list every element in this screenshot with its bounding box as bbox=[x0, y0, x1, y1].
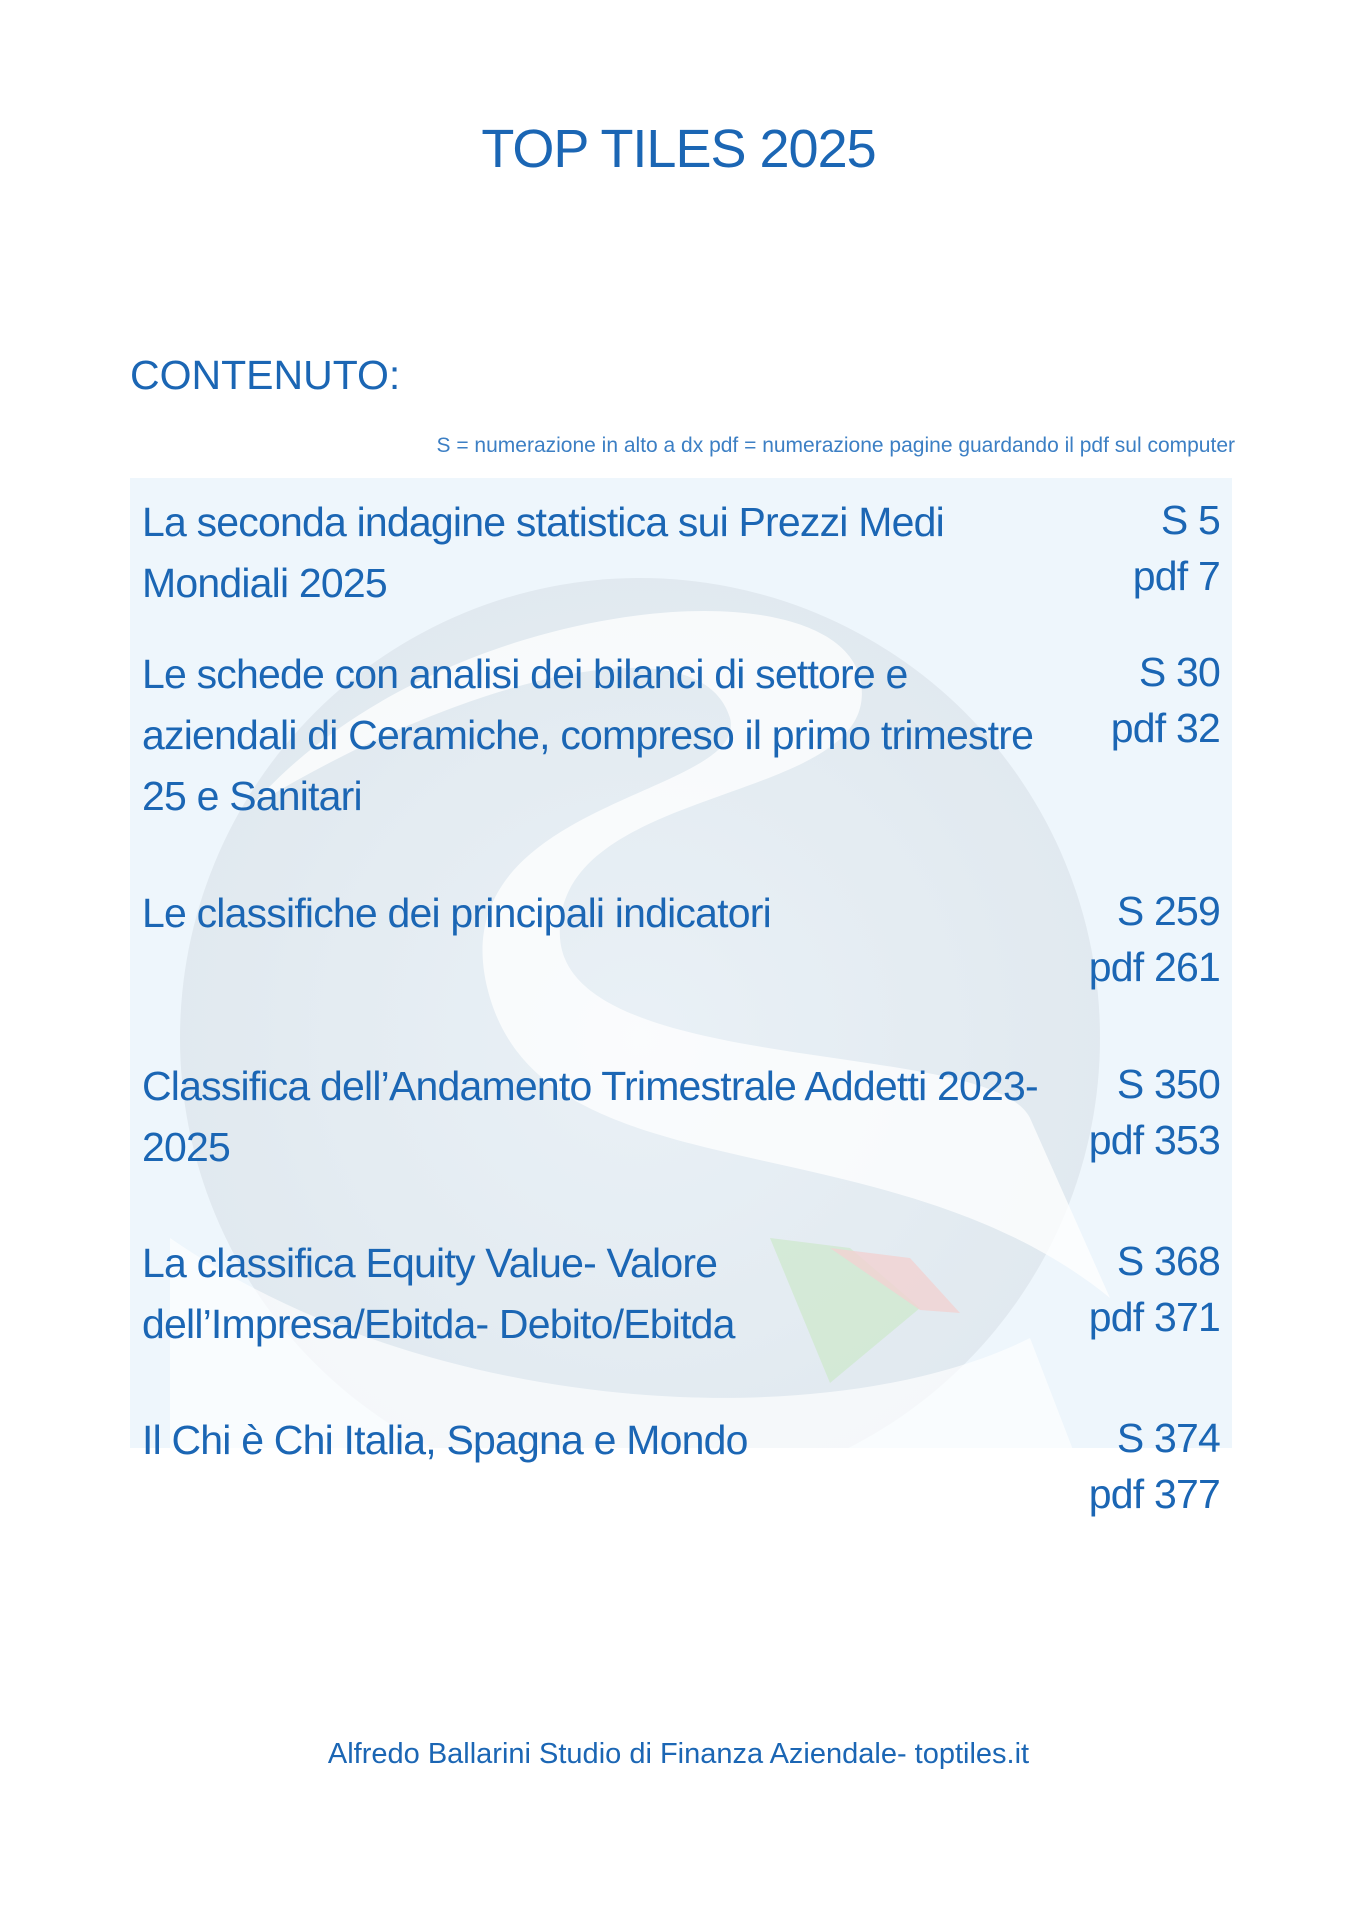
pdf-page-number: pdf 377 bbox=[1088, 1471, 1220, 1517]
toc-entry-title: Le schede con analisi dei bilanci di settore e aziendali di Ceramiche, compreso il primo trimestre 25 e Sanitari bbox=[142, 651, 1034, 819]
toc-entry-title: Classifica dell’Andamento Trimestrale Addetti 2023-2025 bbox=[142, 1063, 1038, 1170]
pdf-page-number: pdf 371 bbox=[1088, 1294, 1220, 1340]
s-page-number: S 374 bbox=[1116, 1415, 1220, 1461]
s-page-number: S 30 bbox=[1138, 649, 1220, 695]
pdf-page-number: pdf 32 bbox=[1110, 705, 1220, 751]
toc-entry-pages bbox=[1089, 1233, 1220, 1345]
toc-entry-pages bbox=[1089, 1056, 1220, 1168]
toc-entry-title: La seconda indagine statistica sui Prezzi Medi Mondiali 2025 bbox=[142, 499, 944, 606]
toc-entry-title: Le classifiche dei principali indicatori bbox=[142, 890, 771, 936]
toc-entry-title: La classifica Equity Value- Valore dell’Impresa/Ebitda- Debito/Ebitda bbox=[142, 1240, 735, 1347]
s-page-number: S 350 bbox=[1116, 1061, 1220, 1107]
toc-entry-pages bbox=[1089, 883, 1220, 995]
pdf-page-number: pdf 7 bbox=[1132, 553, 1220, 599]
section-label: CONTENUTO: bbox=[130, 352, 401, 398]
s-page-number: S 368 bbox=[1116, 1238, 1220, 1284]
s-page-number: S 259 bbox=[1116, 888, 1220, 934]
s-page-number: S 5 bbox=[1160, 497, 1220, 543]
pdf-page-number: pdf 353 bbox=[1088, 1117, 1220, 1163]
pdf-page-number: pdf 261 bbox=[1088, 944, 1220, 990]
toc-entry-pages bbox=[1089, 1410, 1220, 1522]
footer-credit: Alfredo Ballarini Studio di Finanza Aziendale- toptiles.it bbox=[327, 1738, 1030, 1770]
numbering-legend: S = numerazione in alto a dx pdf = numerazione pagine guardando il pdf sul computer bbox=[436, 434, 1235, 457]
toc-entry-pages bbox=[1111, 644, 1220, 756]
page-title: TOP TILES 2025 bbox=[481, 119, 876, 179]
toc-entry-title: Il Chi è Chi Italia, Spagna e Mondo bbox=[142, 1417, 748, 1463]
toc-entry-pages bbox=[1133, 492, 1220, 604]
table-of-contents-panel bbox=[130, 478, 1232, 1448]
